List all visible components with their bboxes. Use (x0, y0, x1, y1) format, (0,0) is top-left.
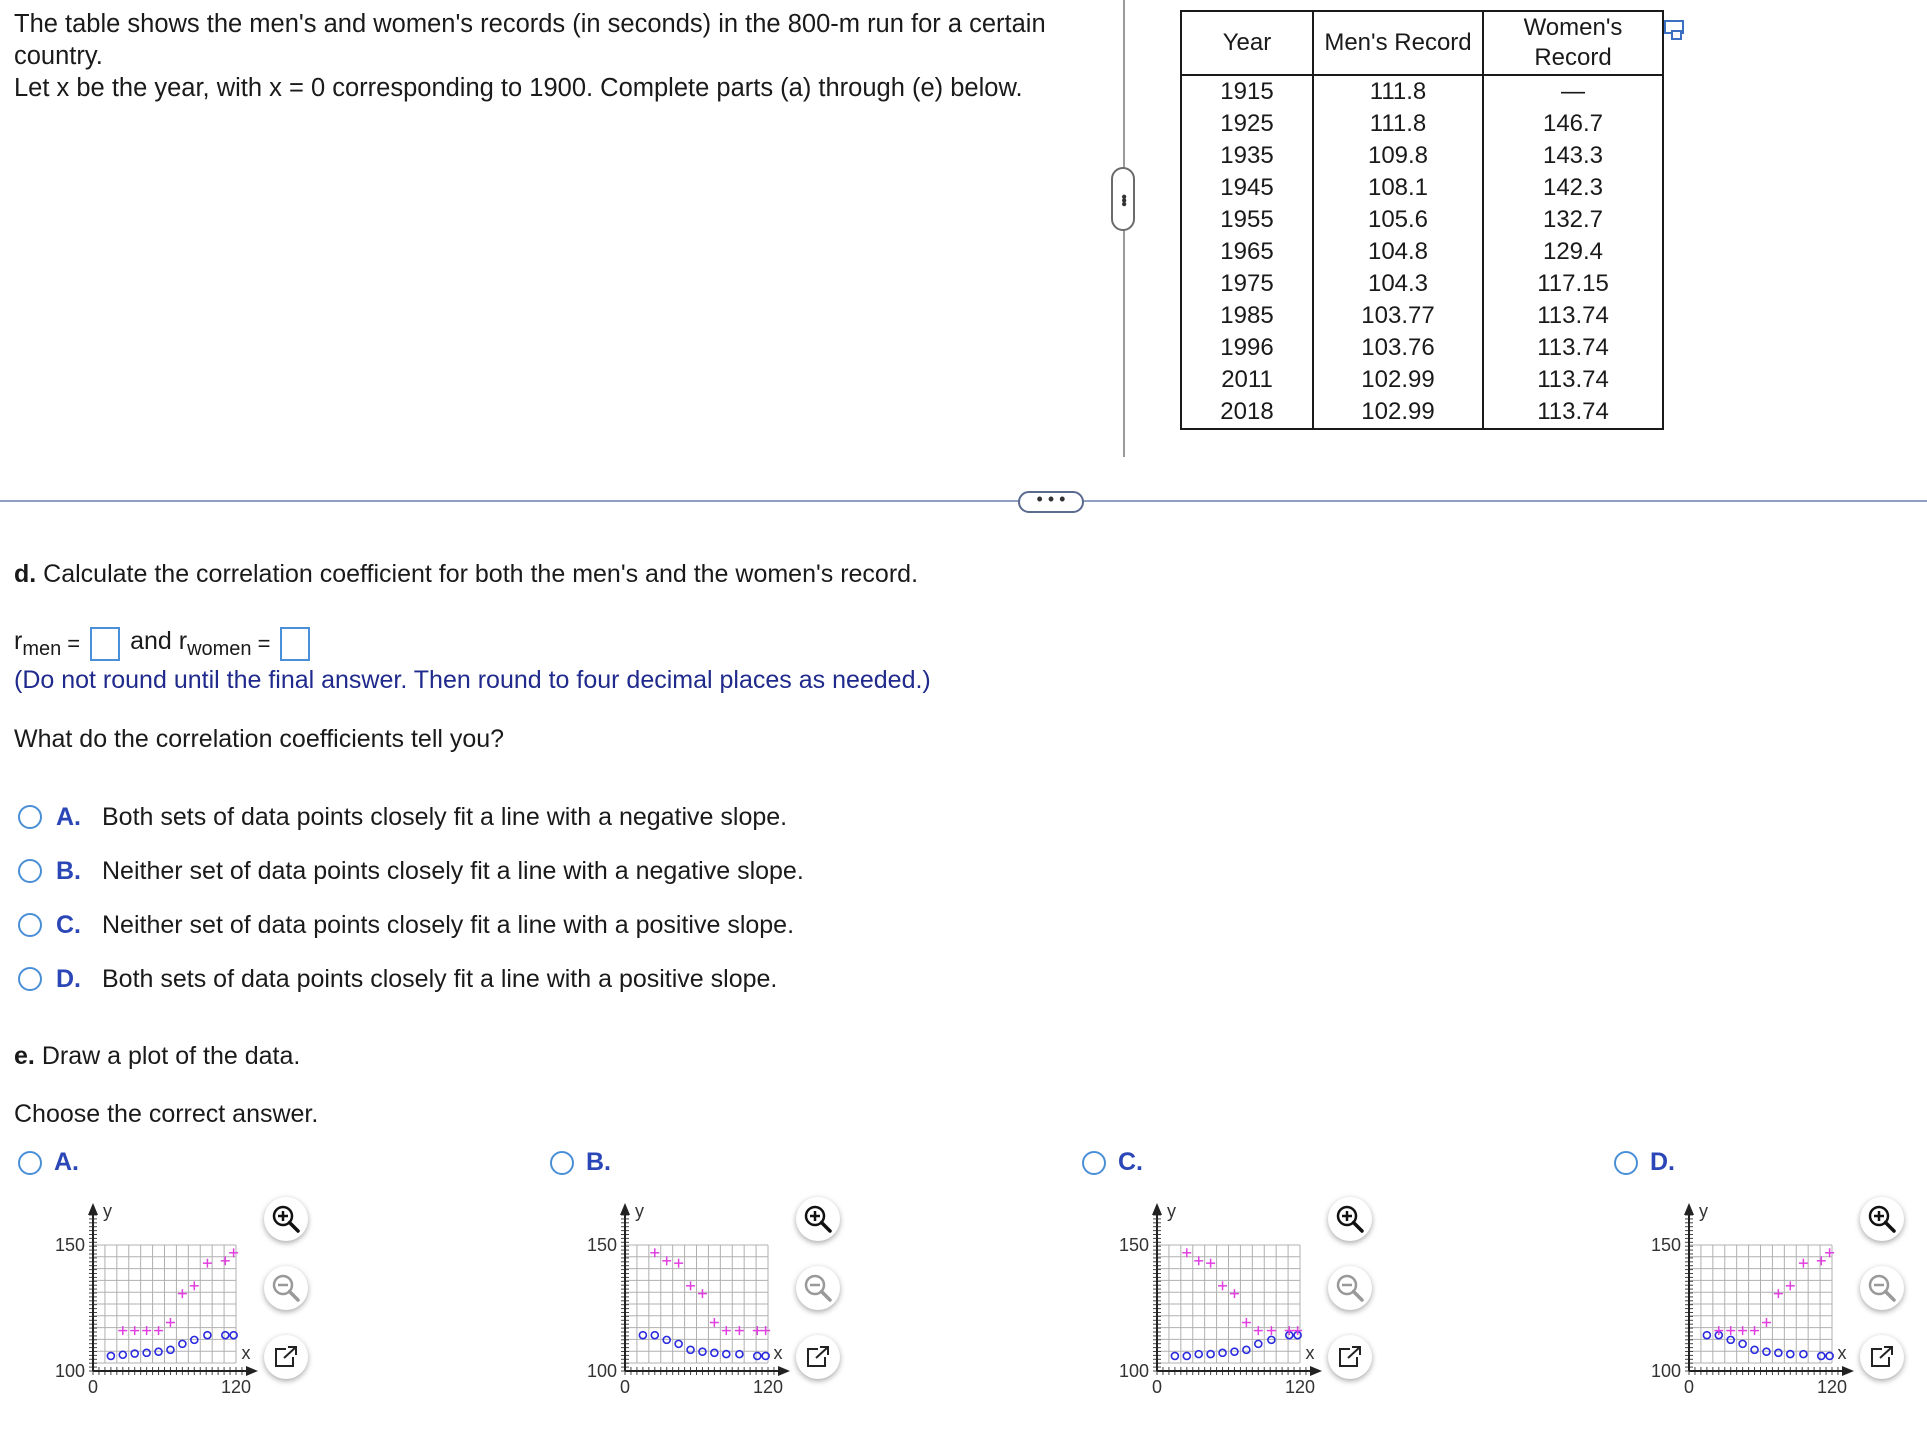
r-men-label: $r_{men}$ (14, 627, 62, 660)
y-tick-label: 150 (1650, 1235, 1681, 1255)
y-tick-label: 100 (1118, 1361, 1149, 1381)
table-cell: 129.4 (1483, 236, 1663, 268)
records-table (1180, 10, 1664, 430)
women-data-point (1194, 1256, 1203, 1265)
table-cell: 108.1 (1313, 172, 1483, 204)
y-axis-arrow (1684, 1203, 1694, 1215)
men-data-point (1219, 1349, 1226, 1356)
table-row (1181, 75, 1663, 108)
graph-choice-d[interactable]: D. (1614, 1148, 1675, 1177)
women-data-point (1786, 1281, 1795, 1290)
table-row (1181, 172, 1663, 204)
horizontal-resize-handle[interactable]: • • • (1018, 491, 1084, 513)
men-data-point (1255, 1340, 1262, 1347)
women-data-point (229, 1248, 238, 1257)
zoom-out-icon[interactable] (796, 1266, 840, 1310)
women-data-point (1762, 1318, 1771, 1327)
table-cell: 146.7 (1483, 108, 1663, 140)
radio-d-b[interactable] (18, 859, 42, 883)
men-data-point (143, 1349, 150, 1356)
zoom-out-icon[interactable] (1328, 1266, 1372, 1310)
men-data-point (179, 1340, 186, 1347)
y-tick-label: 100 (586, 1361, 617, 1381)
table-row (1181, 300, 1663, 332)
men-data-point (107, 1352, 114, 1359)
women-data-point (686, 1281, 695, 1290)
zoom-in-icon[interactable] (1860, 1197, 1904, 1241)
women-data-point (1230, 1289, 1239, 1298)
y-axis-label: y (103, 1201, 112, 1221)
men-data-point (1183, 1352, 1190, 1359)
problem-intro (14, 8, 1094, 104)
table-cell: 111.8 (1313, 108, 1483, 140)
women-data-point (166, 1318, 175, 1327)
y-tick-label: 100 (1650, 1361, 1681, 1381)
x-axis-label: x (1305, 1343, 1315, 1363)
table-cell: 1985 (1181, 300, 1313, 332)
table-row (1181, 396, 1663, 429)
table-cell: 109.8 (1313, 140, 1483, 172)
table-cell: 1915 (1181, 75, 1313, 108)
women-data-point (650, 1248, 659, 1257)
graph-choice-a[interactable]: A. (18, 1148, 79, 1177)
women-data-point (1206, 1259, 1215, 1268)
y-axis-label: y (1699, 1201, 1708, 1221)
women-data-point (1825, 1248, 1834, 1257)
x-axis-arrow (246, 1366, 258, 1376)
table-cell: 111.8 (1313, 75, 1483, 108)
y-tick-label: 150 (54, 1235, 85, 1255)
zoom-in-icon[interactable] (264, 1197, 308, 1241)
r-women-input[interactable] (280, 627, 310, 661)
y-tick-label: 100 (54, 1361, 85, 1381)
table-cell: 1975 (1181, 268, 1313, 300)
followup-question: What do the correlation coefficients tell you? (14, 725, 505, 753)
table-cell: 2011 (1181, 364, 1313, 396)
y-axis-label: y (1167, 1201, 1176, 1221)
x-tick-label: 120 (1284, 1377, 1316, 1397)
intro-line-1: The table shows the men's and women's records (in seconds) in the 800-m run for a certain country. (14, 10, 1046, 70)
men-data-point (1818, 1352, 1825, 1359)
women-data-point (1774, 1289, 1783, 1298)
table-row (1181, 364, 1663, 396)
men-data-point (1703, 1332, 1710, 1339)
x-axis-label: x (241, 1343, 251, 1363)
scatter-graph-b (562, 1195, 792, 1410)
r-answer-row: $r_{men}$ = and $r_{women}$ = (14, 624, 310, 664)
table-cell: 113.74 (1483, 396, 1663, 429)
y-axis-arrow (1152, 1203, 1162, 1215)
men-data-point (1243, 1346, 1250, 1353)
x-axis-label: x (773, 1343, 783, 1363)
radio-e-a[interactable] (18, 1151, 42, 1175)
table-cell: 1965 (1181, 236, 1313, 268)
graph-choice-c[interactable]: C. (1082, 1148, 1143, 1177)
col-header-year: Year (1181, 11, 1313, 75)
r-women-label: and $r_{women}$ (130, 627, 252, 660)
men-data-point (1171, 1352, 1178, 1359)
expand-popout-icon[interactable] (1328, 1335, 1372, 1379)
choice-d-c[interactable]: C. Neither set of data points closely fit a line with a positive slope. (18, 905, 794, 945)
y-tick-label: 150 (1118, 1235, 1149, 1255)
y-tick-label: 150 (586, 1235, 617, 1255)
col-header-men: Men's Record (1313, 11, 1483, 75)
scatter-graph-a (30, 1195, 260, 1410)
y-axis-label: y (635, 1201, 644, 1221)
table-cell: 102.99 (1313, 364, 1483, 396)
men-data-point (222, 1332, 229, 1339)
y-axis-arrow (88, 1203, 98, 1215)
scatter-graph-d (1626, 1195, 1856, 1410)
radio-e-d[interactable] (1614, 1151, 1638, 1175)
r-men-input[interactable] (90, 627, 120, 661)
women-data-point (698, 1289, 707, 1298)
women-data-point (1817, 1256, 1826, 1265)
zoom-in-icon[interactable] (1328, 1197, 1372, 1241)
x-tick-label: 0 (1151, 1377, 1163, 1397)
table-cell: 102.99 (1313, 396, 1483, 429)
table-cell: 1996 (1181, 332, 1313, 364)
table-cell: 1955 (1181, 204, 1313, 236)
part-e-instruction: Choose the correct answer. (14, 1100, 319, 1128)
men-data-point (167, 1346, 174, 1353)
table-row (1181, 108, 1663, 140)
women-data-point (203, 1259, 212, 1268)
radio-d-d[interactable] (18, 967, 42, 991)
table-row (1181, 268, 1663, 300)
expand-popout-icon[interactable] (1860, 1335, 1904, 1379)
choice-d-a[interactable]: A. Both sets of data points closely fit a line with a negative slope. (18, 797, 787, 837)
women-data-point (1799, 1259, 1808, 1268)
table-cell: 103.77 (1313, 300, 1483, 332)
table-cell: 113.74 (1483, 332, 1663, 364)
choice-d-d[interactable]: D. Both sets of data points closely fit a line with a positive slope. (18, 959, 777, 999)
table-row (1181, 204, 1663, 236)
table-cell: 105.6 (1313, 204, 1483, 236)
vertical-resize-handle[interactable]: ••• (1111, 167, 1135, 231)
men-data-point (204, 1332, 211, 1339)
choice-d-b[interactable]: B. Neither set of data points closely fit a line with a negative slope. (18, 851, 804, 891)
men-data-point (1751, 1346, 1758, 1353)
x-tick-label: 120 (1816, 1377, 1848, 1397)
x-axis-arrow (1842, 1366, 1854, 1376)
zoom-out-icon[interactable] (264, 1266, 308, 1310)
men-data-point (119, 1351, 126, 1358)
radio-e-c[interactable] (1082, 1151, 1106, 1175)
radio-d-c[interactable] (18, 913, 42, 937)
women-data-point (710, 1318, 719, 1327)
men-data-point (687, 1346, 694, 1353)
horizontal-divider (0, 500, 1927, 502)
x-tick-label: 0 (87, 1377, 99, 1397)
table-cell: 1925 (1181, 108, 1313, 140)
men-data-point (1775, 1349, 1782, 1356)
col-header-women: Women's Record (1483, 11, 1663, 75)
table-cell: 117.15 (1483, 268, 1663, 300)
table-cell: 103.76 (1313, 332, 1483, 364)
part-e-question: e. Draw a plot of the data. (14, 1042, 301, 1070)
part-d-question: d. Calculate the correlation coefficient for both the men's and the women's record. (14, 560, 919, 588)
y-axis-arrow (620, 1203, 630, 1215)
x-tick-label: 120 (752, 1377, 784, 1397)
table-cell: 143.3 (1483, 140, 1663, 172)
table-cell: 113.74 (1483, 300, 1663, 332)
intro-line-2: Let x be the year, with x = 0 corresponding to 1900. Complete parts (a) through (e) below. (14, 74, 1023, 102)
table-cell: — (1483, 75, 1663, 108)
table-cell: 2018 (1181, 396, 1313, 429)
x-tick-label: 120 (220, 1377, 252, 1397)
women-data-point (1242, 1318, 1251, 1327)
zoom-in-icon[interactable] (796, 1197, 840, 1241)
women-data-point (1182, 1248, 1191, 1257)
men-data-point (754, 1352, 761, 1359)
men-data-point (651, 1332, 658, 1339)
x-axis-arrow (778, 1366, 790, 1376)
women-data-point (662, 1256, 671, 1265)
copy-table-icon[interactable] (1663, 18, 1687, 40)
table-row (1181, 140, 1663, 172)
men-data-point (1739, 1340, 1746, 1347)
women-data-point (674, 1259, 683, 1268)
women-data-point (221, 1256, 230, 1265)
table-cell: 1945 (1181, 172, 1313, 204)
graph-choice-b[interactable]: B. (550, 1148, 611, 1177)
table-row (1181, 236, 1663, 268)
x-tick-label: 0 (1683, 1377, 1695, 1397)
x-axis-label: x (1837, 1343, 1847, 1363)
table-cell: 104.8 (1313, 236, 1483, 268)
table-cell: 142.3 (1483, 172, 1663, 204)
x-tick-label: 0 (619, 1377, 631, 1397)
rounding-instruction: (Do not round until the final answer. Then round to four decimal places as needed.) (14, 666, 931, 694)
women-data-point (178, 1289, 187, 1298)
table-cell: 104.3 (1313, 268, 1483, 300)
expand-popout-icon[interactable] (796, 1335, 840, 1379)
table-row (1181, 332, 1663, 364)
table-cell: 113.74 (1483, 364, 1663, 396)
men-data-point (675, 1340, 682, 1347)
radio-e-b[interactable] (550, 1151, 574, 1175)
zoom-out-icon[interactable] (1860, 1266, 1904, 1310)
x-axis-arrow (1310, 1366, 1322, 1376)
women-data-point (190, 1281, 199, 1290)
scatter-graph-c (1094, 1195, 1324, 1410)
table-cell: 132.7 (1483, 204, 1663, 236)
women-data-point (1218, 1281, 1227, 1290)
men-data-point (639, 1332, 646, 1339)
expand-popout-icon[interactable] (264, 1335, 308, 1379)
men-data-point (711, 1349, 718, 1356)
table-cell: 1935 (1181, 140, 1313, 172)
radio-d-a[interactable] (18, 805, 42, 829)
